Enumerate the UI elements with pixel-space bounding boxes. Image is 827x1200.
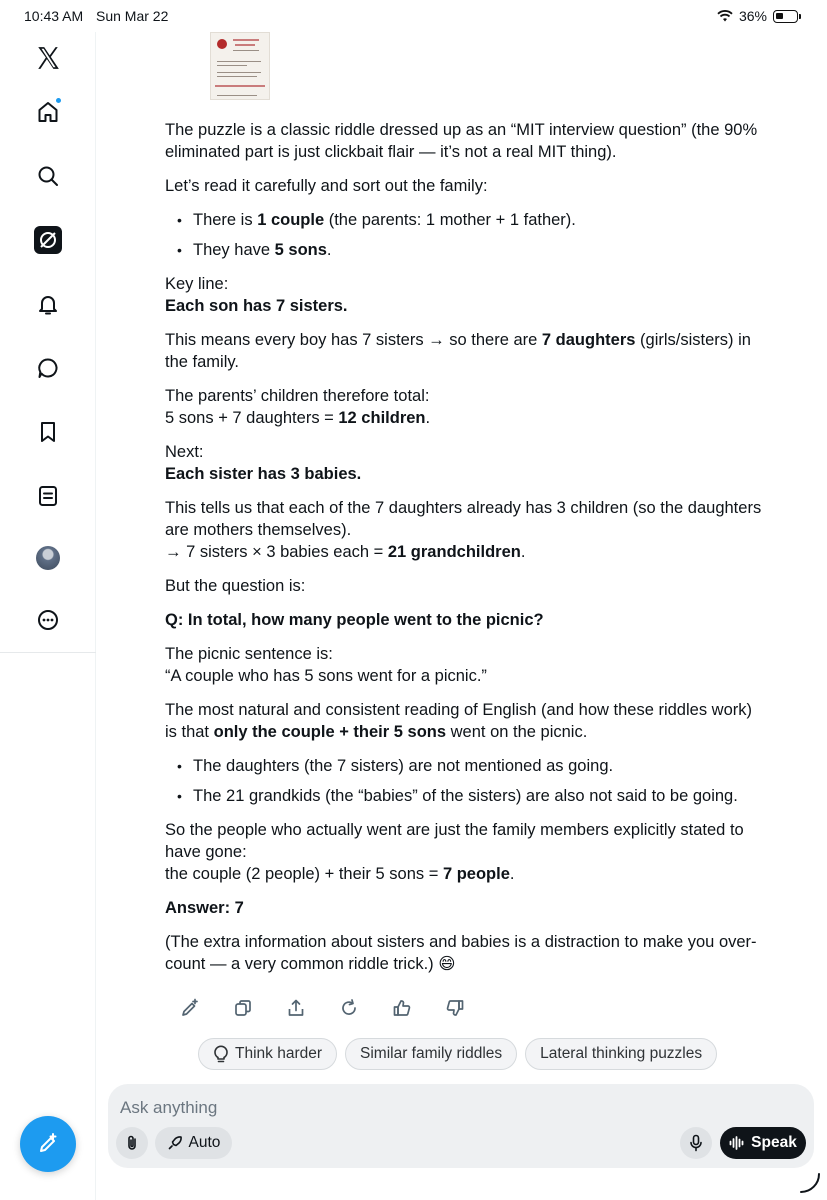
- composer: [108, 1084, 814, 1168]
- list-item: • There is 1 couple (the parents: 1 mother + 1 father).: [177, 209, 777, 231]
- speak-label: Speak: [751, 1134, 797, 1151]
- sidebar: [0, 32, 96, 1200]
- battery-icon: [773, 10, 798, 23]
- suggestion-chips: [198, 1038, 717, 1070]
- battery-tip: [799, 14, 801, 19]
- chip-label: Think harder: [235, 1045, 323, 1062]
- chip-label: Similar family riddles: [360, 1045, 503, 1062]
- grandchildren-paragraph: This tells us that each of the 7 daughters already has 3 children (so the daughters are mothers themselves). → 7 sisters × 3 babies each = 21 grandchildren.: [165, 499, 762, 561]
- attached-image-thumbnail[interactable]: [210, 32, 270, 100]
- people-went-paragraph: So the people who actually went are just the family members explicitly stated to have gone: the couple (2 people) + their 5 sons = 7 people.: [165, 821, 744, 883]
- copy-icon[interactable]: [233, 996, 253, 1020]
- compose-button[interactable]: [20, 1116, 76, 1172]
- closing-paragraph: (The extra information about sisters and babies is a distraction to make you over-count — a very common riddle trick.) 😄: [165, 933, 757, 973]
- attach-button[interactable]: [116, 1127, 148, 1159]
- voice-wave-icon: [729, 1136, 745, 1150]
- bookmarks-icon[interactable]: [30, 414, 66, 450]
- more-icon[interactable]: [30, 602, 66, 638]
- auto-label: Auto: [188, 1134, 221, 1151]
- question-lead: But the question is:: [165, 577, 306, 595]
- notification-dot: [55, 97, 62, 104]
- mic-icon: [689, 1134, 703, 1152]
- children-total-paragraph: The parents’ children therefore total: 5 sons + 7 daughters = 12 children.: [165, 387, 431, 427]
- compose-icon: [36, 1132, 60, 1156]
- seal-mark: [217, 39, 227, 49]
- suggestion-think-harder[interactable]: [198, 1038, 337, 1070]
- status-indicators: [717, 8, 801, 24]
- thumbs-down-icon[interactable]: [445, 996, 465, 1020]
- resize-handle-icon[interactable]: [799, 1172, 821, 1194]
- grok-icon[interactable]: [30, 222, 66, 258]
- picnic-sentence-paragraph: The picnic sentence is: “A couple who has 5 sons went for a picnic.”: [165, 645, 487, 685]
- sort-family-line: Let’s read it carefully and sort out the family:: [165, 177, 488, 195]
- status-time: 10:43 AM: [24, 8, 84, 24]
- auto-mode-button[interactable]: [155, 1127, 232, 1159]
- question-line: Q: In total, how many people went to the picnic?: [165, 611, 544, 629]
- next-paragraph: Next: Each sister has 3 babies.: [165, 443, 362, 483]
- status-bar: [0, 0, 827, 32]
- chip-label: Lateral thinking puzzles: [540, 1045, 703, 1062]
- sidebar-divider: [0, 652, 96, 653]
- list-item: • They have 5 sons.: [177, 239, 777, 261]
- rocket-icon: [167, 1135, 183, 1151]
- list-item: • The 21 grandkids (the “babies” of the sisters) are also not said to be going.: [177, 785, 777, 807]
- key-line-paragraph: Key line: Each son has 7 sisters.: [165, 275, 348, 315]
- reading-paragraph: The most natural and consistent reading of English (and how these riddles work) is that only the couple + their 5 sons went on the picnic.: [165, 701, 752, 741]
- notifications-icon[interactable]: [30, 286, 66, 322]
- speak-button[interactable]: [720, 1127, 806, 1159]
- list-item: • The daughters (the 7 sisters) are not mentioned as going.: [177, 755, 777, 777]
- battery-percent: 36%: [738, 8, 767, 24]
- avatar: [36, 546, 60, 570]
- response-actions: [180, 996, 465, 1020]
- suggestion-similar-riddles[interactable]: [345, 1038, 517, 1070]
- x-logo-icon[interactable]: [30, 40, 66, 76]
- suggestion-lateral-puzzles[interactable]: [525, 1038, 717, 1070]
- paperclip-icon: [124, 1134, 140, 1152]
- ask-input[interactable]: [120, 1096, 640, 1120]
- messages-icon[interactable]: [30, 350, 66, 386]
- wifi-icon: [717, 10, 733, 22]
- rewrite-icon[interactable]: [180, 996, 200, 1020]
- lightbulb-icon: [213, 1045, 229, 1063]
- home-icon[interactable]: [30, 94, 66, 130]
- status-date: Sun Mar 22: [96, 8, 169, 24]
- share-icon[interactable]: [286, 996, 306, 1020]
- profile-avatar[interactable]: [30, 540, 66, 576]
- daughters-paragraph: This means every boy has 7 sisters → so there are 7 daughters (girls/sisters) in the family.: [165, 331, 751, 371]
- intro-paragraph: The puzzle is a classic riddle dressed up as an “MIT interview question” (the 90% eliminated part is just clickbait flair — it’s not a real MIT thing).: [165, 121, 758, 161]
- answer-line: Answer: 7: [165, 899, 244, 917]
- mic-button[interactable]: [680, 1127, 712, 1159]
- search-icon[interactable]: [30, 158, 66, 194]
- lists-icon[interactable]: [30, 478, 66, 514]
- regenerate-icon[interactable]: [339, 996, 359, 1020]
- thumbs-up-icon[interactable]: [392, 996, 412, 1020]
